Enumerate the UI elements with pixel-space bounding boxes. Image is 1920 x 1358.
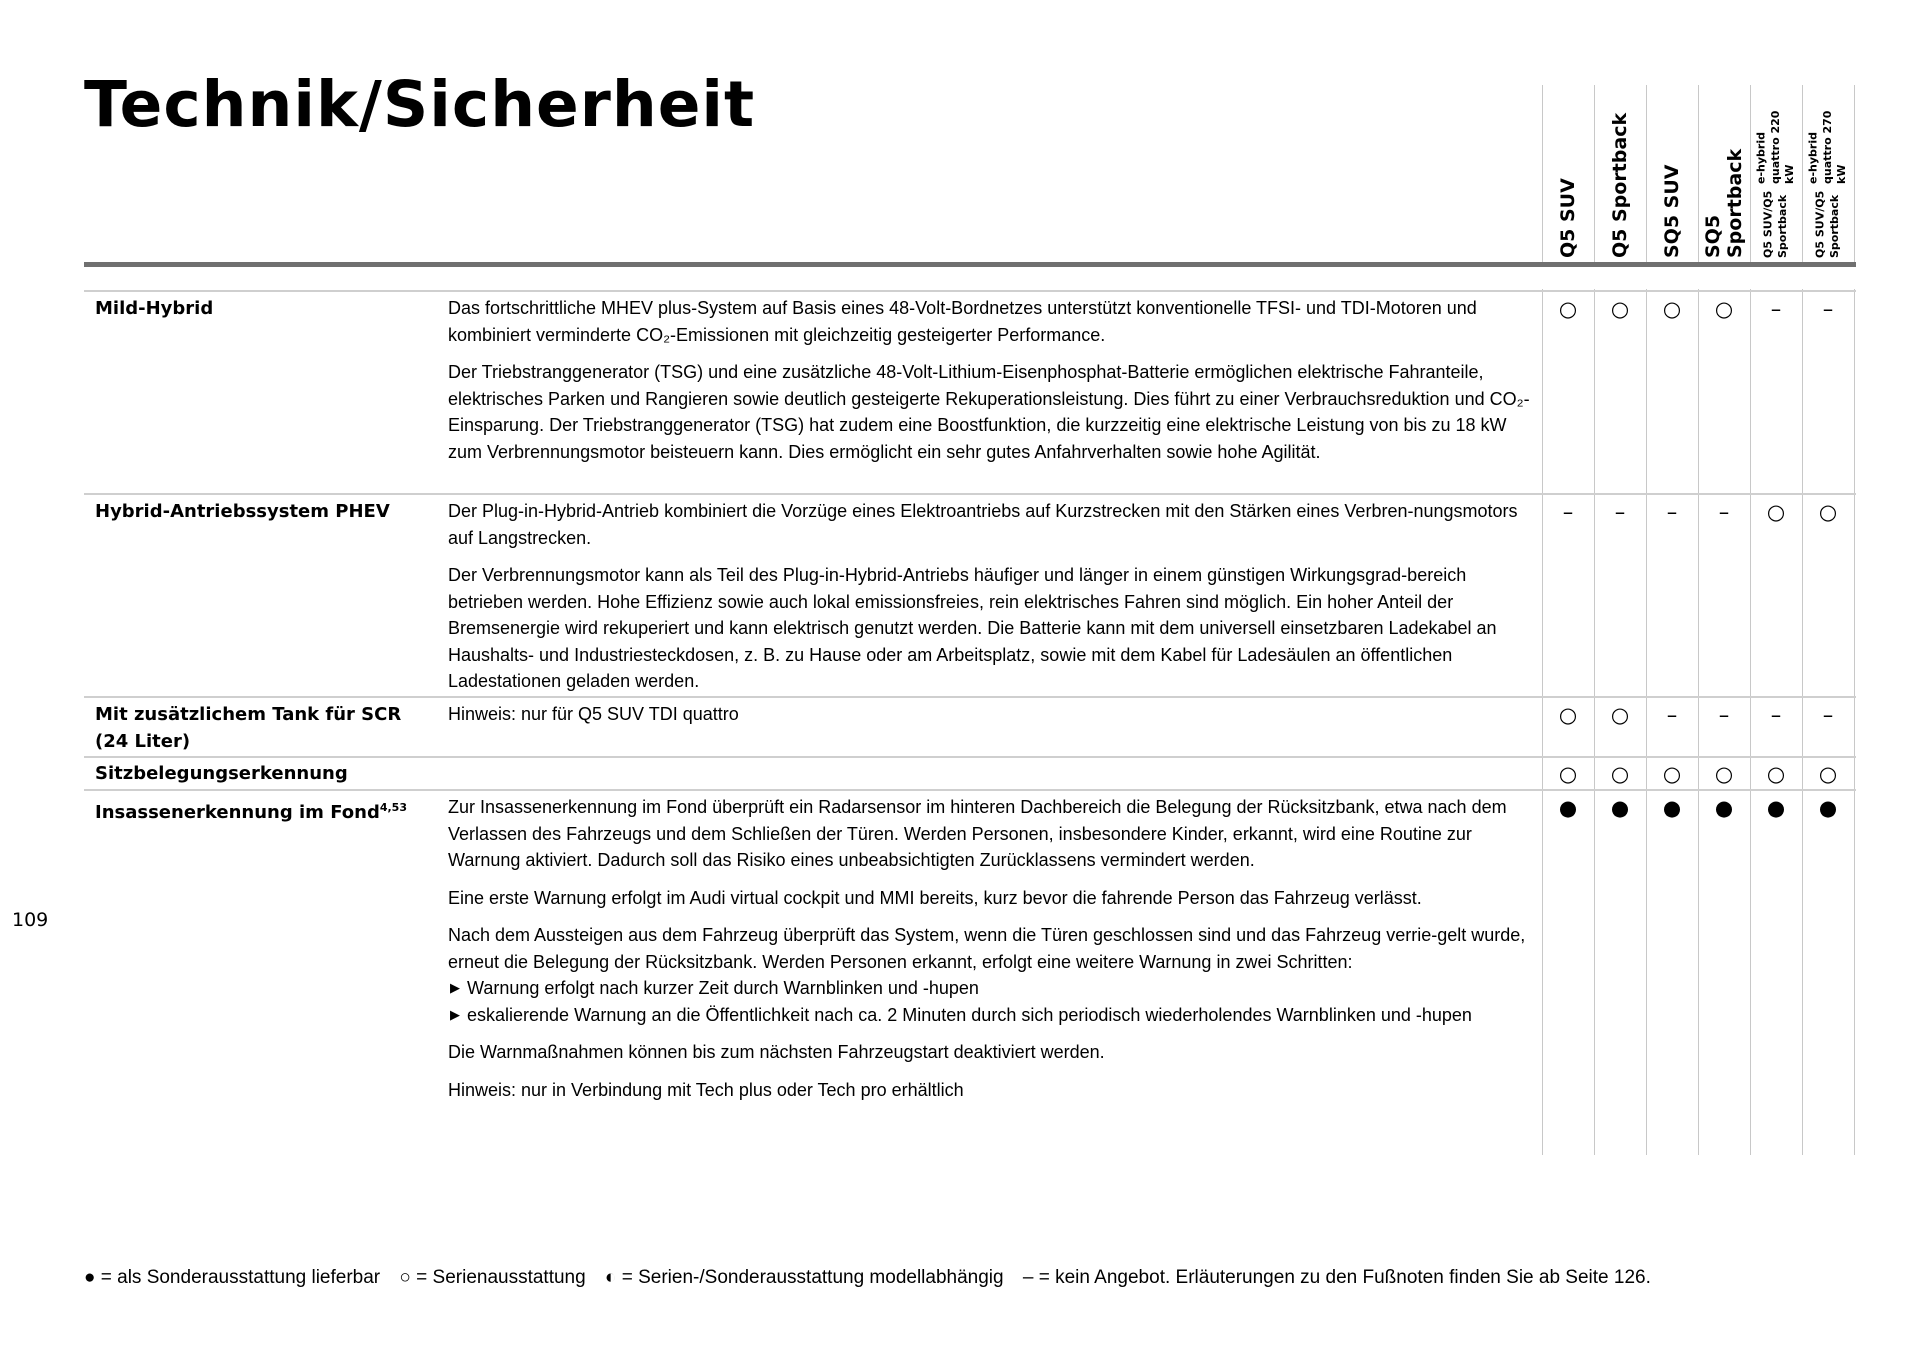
column-header-sq5-suv: SQ5 SUV xyxy=(1661,164,1683,258)
availability-mark: – xyxy=(1666,703,1678,727)
feature-label-seat-occupancy: Sitzbelegungserkennung xyxy=(95,763,348,784)
header-rule xyxy=(84,262,1856,267)
column-header-e-hybrid-270 xyxy=(1802,100,1854,258)
grid-line xyxy=(1750,85,1751,262)
row-divider xyxy=(84,789,1856,791)
description-paragraph: Der Verbrennungsmotor kann als Teil des Plug-in-Hybrid-Antriebs häufiger und länger in einem günstigen Wirkungsgrad-bereich betrieben werden. Hohe Effizienz sowie auch lokal emissionsfreies, rein elektrisches Fahren sind möglich. Ein hoher Anteil der Bremsenergie wird rekuperiert und kann elektrisch genutzt werden. Die Batterie kann mit dem universell einsetzbaren Ladekabel an Haushalts- und Industriesteckdosen, z. B. zu Hause oder am Arbeitsplatz, sowie mit dem Kabel für Ladesäulen an öffentlichen Ladestationen geladen werden. xyxy=(448,565,1497,691)
feature-label-scr-tank: Mit zusätzlichem Tank für SCR (24 Liter) xyxy=(95,704,402,752)
grid-line xyxy=(1646,85,1647,262)
availability-mark: ● xyxy=(1662,796,1682,820)
page-title: Technik/Sicherheit xyxy=(84,68,756,141)
availability-mark: ○ xyxy=(1766,500,1786,524)
description-paragraph: Hinweis: nur in Verbindung mit Tech plus oder Tech pro erhältlich xyxy=(448,1079,964,1100)
availability-mark: – xyxy=(1718,500,1730,524)
row-divider xyxy=(84,756,1856,758)
feature-label-text: Insassenerkennung im Fond xyxy=(95,802,380,823)
availability-mark: ● xyxy=(1818,796,1838,820)
availability-mark: – xyxy=(1614,500,1626,524)
availability-mark: – xyxy=(1822,297,1834,321)
availability-mark: – xyxy=(1562,500,1574,524)
grid-line xyxy=(1854,289,1855,1155)
availability-mark: ○ xyxy=(1818,762,1838,786)
legend-model-dependent: ◐ = Serien-/Sonderausstattung modellabhängig xyxy=(604,1267,1004,1288)
feature-description-phev xyxy=(448,498,1538,706)
description-paragraph: Das fortschrittliche MHEV plus-System auf Basis eines 48-Volt-Bordnetzes unterstützt konventionelle TFSI- und TDI-Motoren und kombiniert verminderte CO₂-Emissionen mit gleichzeitig gesteigerter Performance. xyxy=(448,298,1477,345)
column-header-q5-suv: Q5 SUV xyxy=(1557,178,1579,258)
grid-line xyxy=(1802,85,1803,262)
column-header-e-hybrid-270-line1: Q5 SUV/Q5 Sportback xyxy=(1813,190,1841,258)
availability-mark: ○ xyxy=(1766,762,1786,786)
description-paragraph: Eine erste Warnung erfolgt im Audi virtual cockpit und MMI bereits, kurz bevor die fahrende Person das Fahrzeug verlässt. xyxy=(448,887,1422,908)
description-paragraph: Zur Insassenerkennung im Fond überprüft ein Radarsensor im hinteren Dachbereich die Belegung der Rücksitzbank, etwa nach dem Verlassen des Fahrzeugs und dem Schließen der Türen. Werden Personen, insbesondere Kinder, erkannt, wird eine Routine zur Warnung aktiviert. Dadurch soll das Risiko eines unbeabsichtigten Zurücklassens vermindert werden. xyxy=(448,797,1507,870)
bullet-triangle-icon: ▶ xyxy=(450,1006,460,1022)
footnote-reference: 4,53 xyxy=(379,801,407,814)
list-item xyxy=(448,975,1538,1002)
availability-mark: – xyxy=(1718,703,1730,727)
availability-mark: ○ xyxy=(1818,500,1838,524)
availability-mark: ● xyxy=(1714,796,1734,820)
availability-mark: ○ xyxy=(1610,762,1630,786)
row-divider xyxy=(84,493,1856,495)
description-paragraph: Hinweis: nur für Q5 SUV TDI quattro xyxy=(448,704,739,724)
availability-mark: ● xyxy=(1766,796,1786,820)
column-header-q5-sportback: Q5 Sportback xyxy=(1609,112,1631,258)
feature-description-mild-hybrid xyxy=(448,295,1538,476)
availability-mark: – xyxy=(1770,703,1782,727)
grid-line xyxy=(1542,85,1543,262)
row-divider xyxy=(84,290,1856,292)
availability-mark: – xyxy=(1770,297,1782,321)
availability-mark: ● xyxy=(1610,796,1630,820)
column-header-e-hybrid-220-line1: Q5 SUV/Q5 Sportback xyxy=(1761,190,1789,258)
description-paragraph: Der Plug-in-Hybrid-Antrieb kombiniert die Vorzüge eines Elektroantriebs auf Kurzstrecken mit den Stärken eines Verbren-nungsmotors auf Langstrecken. xyxy=(448,501,1518,548)
availability-mark: ○ xyxy=(1558,703,1578,727)
feature-label-phev: Hybrid-Antriebssystem PHEV xyxy=(95,501,390,522)
grid-line xyxy=(1698,85,1699,262)
column-header-sq5-sportback: SQ5 Sportback xyxy=(1702,148,1746,258)
description-paragraph: Der Triebstranggenerator (TSG) und eine zusätzliche 48-Volt-Lithium-Eisenphosphat-Batterie ermöglichen elektrische Fahranteile, elektrisches Parken und Rangieren sowie deutlich gesteigerte Rekuperationsleistung. Dies führt zu einer Verbrauchsreduktion und CO₂-Einsparung. Der Triebstranggenerator (TSG) hat zudem eine Boostfunktion, die kurzzeitig eine elektrische Leistung von bis zu 18 kW zum Verbrennungsmotor beisteuern kann. Dies ermöglicht ein sehr gutes Anfahrverhalten sowie hohe Agilität. xyxy=(448,362,1530,462)
legend-standard: ○ = Serienausstattung xyxy=(399,1267,586,1288)
list-item-text: Warnung erfolgt nach kurzer Zeit durch Warnblinken und -hupen xyxy=(467,978,979,998)
feature-label-rear-occupant-detection xyxy=(95,794,435,826)
list-item-text: eskalierende Warnung an die Öffentlichkeit nach ca. 2 Minuten durch sich periodisch wiederholendes Warnblinken und -hupen xyxy=(467,1004,1472,1025)
grid-line xyxy=(1854,85,1855,262)
availability-mark: ○ xyxy=(1558,762,1578,786)
availability-mark: ○ xyxy=(1714,762,1734,786)
grid-line xyxy=(1594,85,1595,262)
bullet-triangle-icon: ▶ xyxy=(450,980,460,995)
legend xyxy=(84,1267,1884,1289)
column-header-e-hybrid-220 xyxy=(1750,100,1802,258)
column-header-e-hybrid-270-line2: e-hybrid quattro 270 kW xyxy=(1806,110,1849,185)
legend-optional: ● = als Sonderausstattung lieferbar xyxy=(84,1267,381,1288)
availability-mark: ○ xyxy=(1662,297,1682,321)
availability-mark: ○ xyxy=(1610,703,1630,727)
description-paragraph: Die Warnmaßnahmen können bis zum nächsten Fahrzeugstart deaktiviert werden. xyxy=(448,1042,1105,1062)
availability-mark: ○ xyxy=(1610,297,1630,321)
feature-description-rear-occupant-detection xyxy=(448,794,1538,1114)
availability-mark: – xyxy=(1666,500,1678,524)
feature-label-mild-hybrid: Mild-Hybrid xyxy=(95,298,214,319)
page-number: 109 xyxy=(12,909,49,931)
warning-steps-list xyxy=(448,975,1538,1028)
availability-mark: ○ xyxy=(1662,762,1682,786)
availability-mark: – xyxy=(1822,703,1834,727)
availability-mark: ○ xyxy=(1714,297,1734,321)
list-item xyxy=(448,1002,1538,1029)
description-paragraph: Nach dem Aussteigen aus dem Fahrzeug überprüft das System, wenn die Türen geschlossen sind und das Fahrzeug verrie-gelt wurde, erneut die Belegung der Rücksitzbank. Werden Personen erkannt, erfolgt eine weitere Warnung in zwei Schritten: xyxy=(448,925,1526,972)
legend-not-available: – = kein Angebot. Erläuterungen zu den Fußnoten finden Sie ab Seite 126. xyxy=(1022,1267,1651,1288)
feature-description-scr-tank xyxy=(448,701,1538,739)
availability-mark: ● xyxy=(1558,796,1578,820)
availability-mark: ○ xyxy=(1558,297,1578,321)
column-header-e-hybrid-220-line2: e-hybrid quattro 220 kW xyxy=(1754,110,1797,185)
